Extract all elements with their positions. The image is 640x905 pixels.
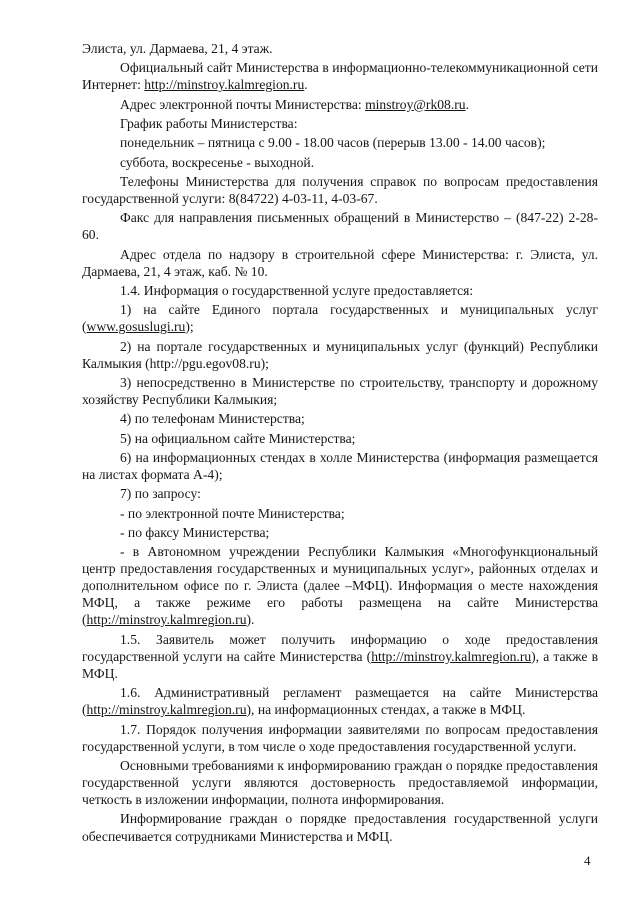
list-item-1: [82, 301, 598, 335]
text: .: [304, 77, 308, 93]
paragraph-1-6: [82, 684, 598, 718]
page-number: 4: [584, 853, 591, 868]
sub-item-fax: - по факсу Министерства;: [120, 524, 270, 540]
website-link[interactable]: http://minstroy.kalmregion.ru: [371, 648, 532, 664]
website-link[interactable]: http://minstroy.kalmregion.ru: [86, 702, 247, 718]
paragraph-1-5: [82, 631, 598, 682]
paragraph-email: [82, 96, 598, 113]
website-link[interactable]: http://minstroy.kalmregion.ru: [86, 612, 247, 628]
text: );: [185, 319, 194, 335]
list-item-6: 6) на информационных стендах в холле Министерства (информация размещается на листах формата А-4);: [82, 449, 598, 482]
text: .: [465, 96, 469, 112]
list-item-4: 4) по телефонам Министерства;: [120, 411, 305, 427]
list-item-2: 2) на портале государственных и муниципальных услуг (функций) Республики Калмыкия (http://pgu.egov08.ru);: [82, 338, 598, 371]
paragraph-schedule-weekdays: понедельник – пятница с 9.00 - 18.00 часов (перерыв 13.00 - 14.00 часов);: [120, 135, 546, 151]
paragraph-informing: Информирование граждан о порядке предоставления государственной услуги обеспечивается сотрудниками Министерства и МФЦ.: [82, 811, 598, 844]
text: ), а также в МФЦ.: [82, 648, 598, 681]
text: ), на информационных стендах, а также в МФЦ.: [246, 702, 526, 718]
paragraph-1-4: 1.4. Информация о государственной услуге предоставляется:: [120, 282, 474, 298]
text: 1.6. Административный регламент размещается на сайте Министерства (: [82, 685, 598, 718]
website-link[interactable]: http://minstroy.kalmregion.ru: [144, 77, 305, 93]
paragraph-schedule-weekend: суббота, воскресенье - выходной.: [120, 154, 315, 170]
paragraph-schedule-title: График работы Министерства:: [120, 115, 298, 131]
paragraph-1-7: 1.7. Порядок получения информации заявителями по вопросам предоставления государственной услуги, в том числе о ходе предоставления государственной услуги.: [82, 721, 598, 754]
text: Элиста, ул. Дармаева, 21, 4 этаж.: [82, 41, 273, 56]
text: Официальный сайт Министерства в информационно-телекоммуникационной сети Интернет:: [82, 60, 598, 93]
sub-item-mfc: [82, 543, 598, 628]
text: ).: [246, 612, 255, 628]
text: 1) на сайте Единого портала государственных и муниципальных услуг (: [82, 302, 598, 335]
text: - в Автономном учреждении Республики Калмыкия «Многофункциональный центр предоставления государственных и муниципальных услуг», районных отделах и дополнительном офисе по г. Элиста (далее –МФЦ). Информация о месте нахождения МФЦ, а также режиме его работы размещена на сайте Министерства (: [82, 544, 598, 628]
paragraph-department-address: Адрес отдела по надзору в строительной сфере Министерства: г. Элиста, ул. Дармаева, 21, 4 этаж, каб. № 10.: [82, 246, 598, 279]
paragraph-requirements: Основными требованиями к информированию граждан о порядке предоставления государственной услуги являются достоверность предоставляемой информации, четкость в изложении информации, полнота информирования.: [82, 757, 598, 808]
document-page: [82, 40, 598, 847]
list-item-5: 5) на официальном сайте Министерства;: [120, 430, 356, 446]
paragraph-fax: Факс для направления письменных обращений в Министерство – (847-22) 2-28-60.: [82, 210, 598, 243]
gosuslugi-link[interactable]: www.gosuslugi.ru: [86, 319, 186, 335]
paragraph-address-cont: [82, 40, 598, 57]
text: 1.5. Заявитель может получить информацию о ходе предоставления государственной услуги на сайте Министерства (: [82, 631, 598, 664]
paragraph-website: [82, 59, 598, 93]
list-item-3: 3) непосредственно в Министерстве по строительству, транспорту и дорожному хозяйству Республики Калмыкия;: [82, 374, 598, 408]
paragraph-phones: Телефоны Министерства для получения справок по вопросам предоставления государственной услуги: 8(84722) 4-03-11, 4-03-67.: [82, 173, 598, 206]
email-link[interactable]: minstroy@rk08.ru: [365, 96, 466, 112]
sub-item-email: - по электронной почте Министерства;: [120, 505, 345, 521]
list-item-7: 7) по запросу:: [120, 486, 201, 502]
text: Адрес электронной почты Министерства:: [120, 96, 366, 112]
